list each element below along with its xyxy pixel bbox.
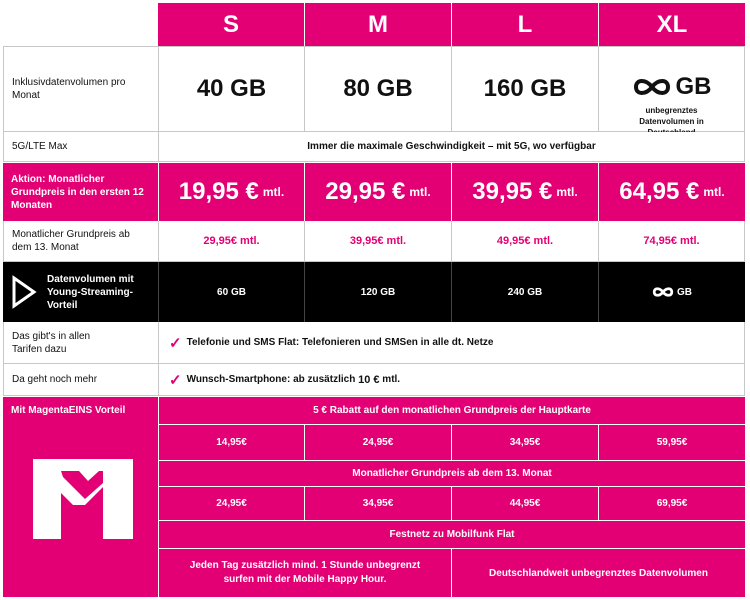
row-label-more: Da geht noch mehr [3,364,158,396]
xl-unlimited-note: unbegrenztes Datenvolumen in [639,106,704,126]
xl-gb-label: GB [675,73,712,100]
infinity-icon [652,286,674,298]
promo-price-s: 19,95 € mtl. [158,163,304,221]
young-streaming-xl: GB [598,262,745,322]
infinity-icon [632,77,672,97]
row-label-speed: 5G/LTE Max [3,132,158,162]
young-streaming-m: 120 GB [304,262,451,322]
rabatt-price-xl: 59,95€ [598,425,745,461]
check-icon: ✓ [169,334,182,352]
included-value: ✓ Telefonie und SMS Flat: Telefonieren und SMSen in alle dt. Netze [158,322,745,364]
data-volume-xl [598,46,745,132]
row-label-promo-price: Aktion: Monatlicher Grundpreis in den ersten 12 Monaten [3,163,158,221]
regular-price-l: 49,95€ mtl. [451,221,598,262]
happy-hour: Jeden Tag zusätzlich mind. 1 Stunde unbegrenzt surfen mit der Mobile Happy Hour. [158,549,451,597]
row-label-regular-price: Monatlicher Grundpreis ab dem 13. Monat [3,221,158,262]
young-streaming-l: 240 GB [451,262,598,322]
more-value: ✓ Wunsch-Smartphone: ab zusätzlich 10 € mtl. [158,364,745,396]
check-icon: ✓ [169,371,182,389]
data-volume-l: 160 GB [451,46,598,132]
rabatt-price-m: 24,95€ [304,425,451,461]
magenta-eins-logo [33,459,133,539]
plan-header-s [158,3,304,46]
rabatt-title: 5 € Rabatt auf den monatlichen Grundpreis der Hauptkarte [158,397,745,425]
promo-price-l: 39,95 € mtl. [451,163,598,221]
plan-name: M [368,10,388,38]
row-label-data-volume: Inklusivdatenvolumen pro Monat [3,46,158,132]
young-streaming-s: 60 GB [158,262,304,322]
plan-header-l [451,3,598,46]
plan-name: S [222,10,239,38]
after-price-s: 24,95€ [158,487,304,521]
after-price-m: 34,95€ [304,487,451,521]
after-title: Monatlicher Grundpreis ab dem 13. Monat [158,461,745,487]
row-label-magenta-eins: Mit MagentaEINS Vorteil [3,397,158,597]
row-label-young-streaming: Datenvolumen mit Young-Streaming-Vorteil [3,262,158,322]
promo-price-m: 29,95 € mtl. [304,163,451,221]
data-volume-m: 80 GB [304,46,451,132]
plan-name: XL [656,10,688,38]
regular-price-xl: 74,95€ mtl. [598,221,745,262]
play-icon [9,274,39,310]
after-price-xl: 69,95€ [598,487,745,521]
data-volume-s: 40 GB [158,46,304,132]
rabatt-price-l: 34,95€ [451,425,598,461]
promo-price-xl: 64,95 € mtl. [598,163,745,221]
regular-price-m: 39,95€ mtl. [304,221,451,262]
row-label-included: Das gibt's in allen Tarifen dazu [3,322,158,364]
plan-header-m [304,3,451,46]
speed-value: Immer die maximale Geschwindigkeit – mit 5G, wo verfügbar [158,132,745,162]
plan-header-xl [598,3,745,46]
festnetz-flat: Festnetz zu Mobilfunk Flat [158,521,745,549]
unlimited-data: Deutschlandweit unbegrenztes Datenvolumen [451,549,745,597]
after-price-l: 44,95€ [451,487,598,521]
rabatt-price-s: 14,95€ [158,425,304,461]
plan-name: L [517,10,533,38]
regular-price-s: 29,95€ mtl. [158,221,304,262]
